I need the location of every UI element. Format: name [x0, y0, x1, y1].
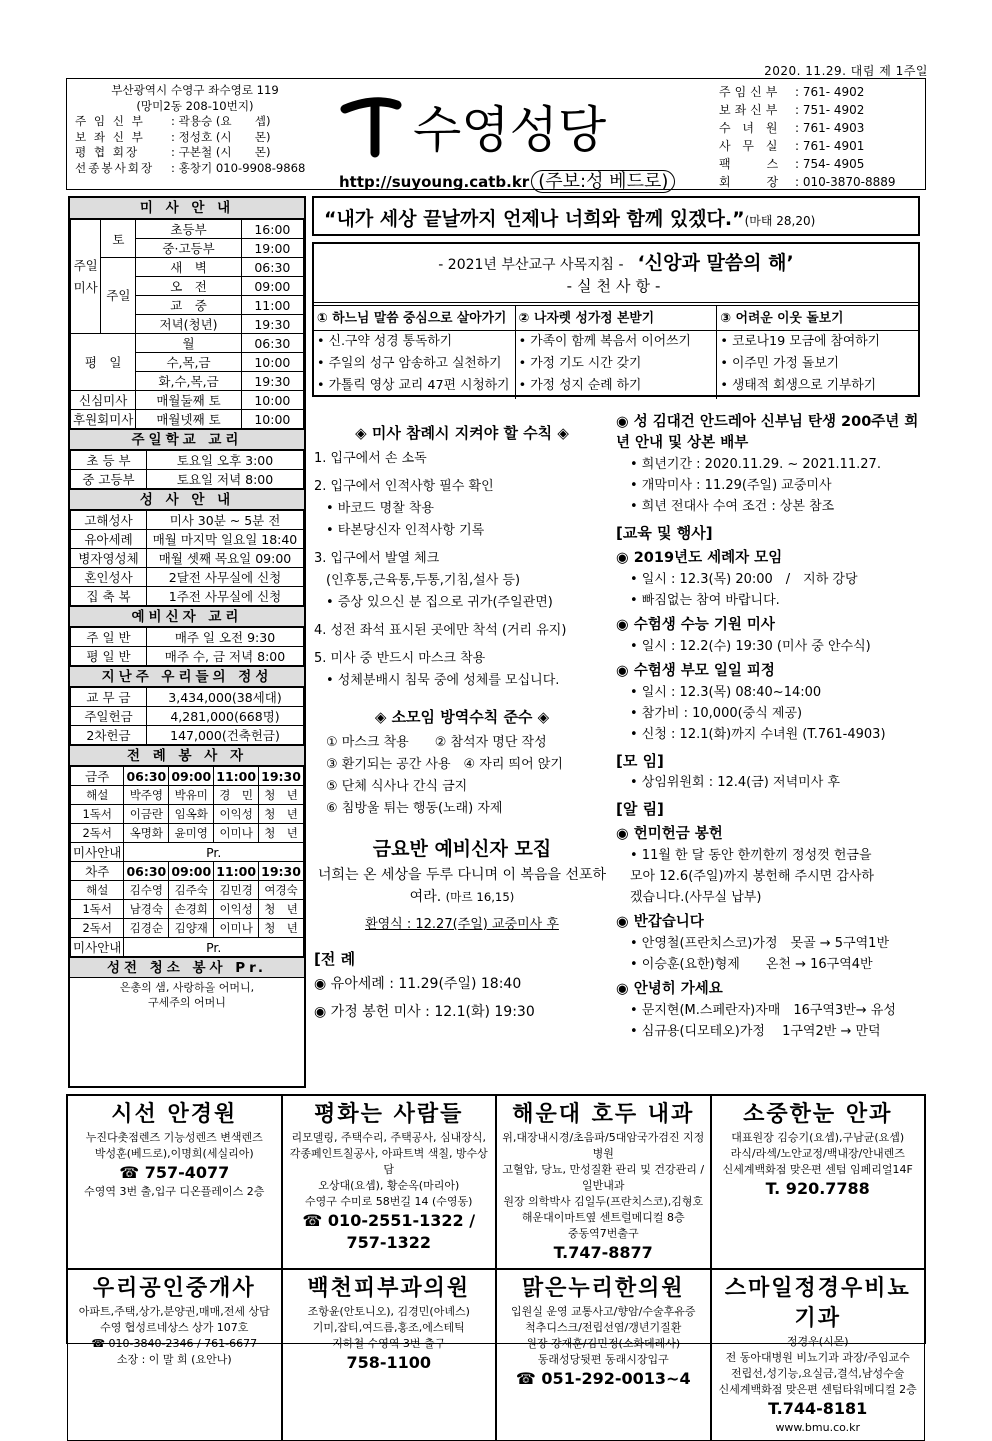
event-title: ◉ 수험생 수능 기원 미사 — [616, 617, 775, 633]
server-cell: 이익성 — [214, 900, 259, 919]
server-cell: 1독서 — [71, 805, 124, 824]
special-when: 매월둘째 토 — [136, 391, 241, 410]
rule-line: • 증상 있으신 분 집으로 귀가(주일관면) — [326, 595, 553, 610]
ad-line: 조항윤(안토니오), 김경민(아녜스) — [307, 1305, 470, 1318]
table-cell: 고해성사 — [71, 511, 147, 530]
server-cell: 김경순 — [124, 919, 169, 938]
table-cell: 유아세례 — [71, 530, 147, 549]
guideline-columns — [314, 305, 918, 399]
contact-list — [719, 83, 919, 191]
special-mass: 후원회미사 — [71, 410, 136, 429]
table-cell: 1주전 사무실에 신청 — [147, 587, 304, 606]
contact-row — [719, 83, 919, 101]
contact-label: 보좌신부 — [719, 103, 782, 117]
ad-line: 중동역7번출구 — [567, 1227, 639, 1240]
server-cell: 해설 — [71, 881, 124, 900]
url-text[interactable]: http://suyoung.catb.kr — [339, 173, 530, 191]
server-time: 11:00 — [214, 862, 259, 881]
scripture-quote — [312, 196, 920, 236]
patron-label: (주보:성 베드로) — [531, 170, 675, 193]
contact-label: 회 장 — [719, 175, 783, 189]
ad-line: 신세계백화점 맞은편 센텀 임페리얼14F — [722, 1163, 913, 1176]
contact-phone: : 761- 4901 — [795, 139, 865, 153]
mass-group: 초등부 — [136, 220, 241, 239]
special-when: 매월넷째 토 — [136, 410, 241, 429]
table-cell: 2차헌금 — [71, 726, 147, 745]
event-title: ◉ 수험생 부모 일일 피정 — [616, 663, 775, 679]
server-cell: 김수영 — [124, 881, 169, 900]
ad-line: 원장 강재훈/김민정(소화데레사) — [526, 1337, 681, 1350]
guideline-column — [314, 306, 516, 399]
ad-line: 동래성당뒷편 동래시장입구 — [537, 1353, 669, 1366]
contact-label: 주임신부 — [719, 85, 782, 99]
event-detail: • 일시 : 12.3(목) 08:40~14:00 — [630, 685, 822, 700]
staff-role: 평 협 회장 — [75, 145, 140, 159]
ad-line: 해운대이마트옆 센트럴메디컬 8층 — [521, 1211, 685, 1224]
server-cell: 임옥화 — [169, 805, 214, 824]
special-mass: 신심미사 — [71, 391, 136, 410]
guideline-item: • 가정 성지 순례 하기 — [518, 378, 642, 393]
ad-box — [282, 1269, 497, 1441]
event-detail: • 일시 : 12.2(수) 19:30 (미사 중 안수식) — [630, 639, 871, 654]
parish-info — [75, 83, 315, 176]
server-time: 19:30 — [259, 862, 304, 881]
server-cell: 박유미 — [169, 786, 214, 805]
server-cell: 2독서 — [71, 824, 124, 843]
friday-class-title: 금요반 예비신자 모집 — [372, 838, 552, 860]
mass-time: 09:00 — [241, 277, 303, 296]
rule-line: 1. 입구에서 손 소독 — [314, 451, 427, 466]
mass-group: 오 전 — [136, 277, 241, 296]
table-cell: 병자영성체 — [71, 549, 147, 568]
guideline-item: • 가족이 함께 복음서 이어쓰기 — [518, 334, 691, 349]
quote-ref: (마태 28,20) — [744, 214, 816, 228]
info-table — [70, 627, 304, 666]
event-detail: • 신청 : 12.1(화)까지 수녀원 (T.761-4903) — [630, 727, 886, 742]
staff-row — [75, 145, 315, 161]
rule-line: (인후통,근육통,두통,기침,설사 등) — [326, 573, 521, 588]
ad-footer: 수영역 3번 출,입구 디온플레이스 2층 — [84, 1185, 265, 1198]
mass-group: 교 중 — [136, 296, 241, 315]
table-cell: 매주 일 오전 9:30 — [147, 628, 304, 647]
mass-table — [70, 219, 304, 429]
ad-line: 전 동아대병원 비뇨기과 과장/주임교수 — [725, 1351, 910, 1364]
server-cell: 남경숙 — [124, 900, 169, 919]
server-cell: 이금란 — [124, 805, 169, 824]
logo-text: 수영성당 — [413, 101, 607, 159]
mass-group: 새 벽 — [136, 258, 241, 277]
ad-box — [282, 1095, 497, 1269]
ad-line: 수영 협성르네상스 상가 107호 — [100, 1321, 249, 1334]
week-label: 금주 — [71, 767, 124, 786]
ad-line: 지하철 수영역 3번 출구 — [332, 1337, 446, 1350]
notice-detail: • 이승훈(요한)형제 온천 → 16구역4반 — [630, 957, 873, 972]
mass-group: 수,목,금 — [136, 353, 241, 372]
sat-label: 토 — [101, 220, 136, 258]
ad-line: 원장 의학박사 김일두(프란치스코),김형호 — [503, 1195, 704, 1208]
server-cell: 이미나 — [214, 919, 259, 938]
server-cell: 청 년 — [259, 919, 304, 938]
group-rules-title: ◈ 소모임 방역수칙 준수 ◈ — [374, 708, 550, 726]
table-cell: 초 등 부 — [71, 451, 147, 470]
table-cell: 중 고등부 — [71, 470, 147, 489]
staff-row — [75, 130, 315, 146]
server-time: 09:00 — [169, 767, 214, 786]
server-time: 11:00 — [214, 767, 259, 786]
ad-line: 라식/라섹/노안교정/백내장/안내렌즈 — [730, 1147, 905, 1160]
ad-name: 평화는 사람들 — [314, 1102, 464, 1127]
friday-verse — [314, 864, 610, 908]
server-cell: 2독서 — [71, 919, 124, 938]
server-cell: 박주영 — [124, 786, 169, 805]
server-cell: 1독서 — [71, 900, 124, 919]
staff-name: : 정성호 (시 몬) — [171, 129, 271, 144]
special-time: 10:00 — [241, 410, 303, 429]
guideline-title — [314, 244, 918, 275]
ad-line: 각종페인트칠공사, 아파트벽 색칠, 방수상담 — [289, 1147, 488, 1176]
table-cell: 주일헌금 — [71, 707, 147, 726]
notice-title: ◉ 안녕히 가세요 — [616, 981, 723, 997]
ads-grid — [66, 1094, 926, 1434]
bulletin-header — [66, 78, 926, 190]
info-table — [70, 687, 304, 745]
guideline-item: • 가정 기도 시간 갖기 — [518, 356, 642, 371]
intro-label: 미사안내 — [71, 938, 124, 957]
ad-line: 누진다촛점렌즈 기능성렌즈 변색렌즈 — [85, 1131, 263, 1144]
server-cell: 윤미영 — [169, 824, 214, 843]
guideline-item: • 이주민 가정 돌보기 — [720, 356, 839, 371]
ad-phone: T.747-8877 — [553, 1243, 653, 1262]
guideline-item: • 코로나19 모금에 참여하기 — [720, 334, 880, 349]
mass-group: 월 — [136, 334, 241, 353]
notice-detail: 모아 12.6(주일)까지 봉헌해 주시면 감사하 — [630, 869, 874, 884]
guideline-heading: ③ 어려운 이웃 돌보기 — [717, 308, 918, 331]
ad-line: 박성훈(베드로),이명희(세실리아) — [94, 1147, 254, 1160]
ad-footer: 소장 : 이 말 희 (요안나) — [116, 1353, 232, 1366]
ad-box — [711, 1269, 926, 1441]
intro-label: 미사안내 — [71, 843, 124, 862]
info-table — [70, 510, 304, 606]
ad-name: 스마일정경우비뇨기과 — [724, 1276, 911, 1331]
contact-phone: : 761- 4902 — [795, 85, 865, 99]
guideline-subtitle: -실천사항- — [314, 275, 918, 303]
table-cell: 4,281,000(668명) — [147, 707, 304, 726]
ad-box — [67, 1095, 282, 1269]
mass-group: 화,수,목,금 — [136, 372, 241, 391]
middle-column — [314, 418, 610, 1026]
ad-line: 전립선,성기능,요실금,결석,남성수술 — [731, 1367, 905, 1380]
contact-phone: : 754- 4905 — [795, 157, 865, 171]
ad-footer: www.bmu.co.kr — [775, 1421, 861, 1434]
server-cell: 이익성 — [214, 805, 259, 824]
ad-box — [496, 1269, 711, 1441]
sun-label: 주일 — [101, 258, 136, 334]
event-title: ◉ 2019년도 세례자 모임 — [616, 550, 783, 566]
section-title: 주일학교 교리 — [70, 429, 304, 450]
mass-time: 06:30 — [241, 258, 303, 277]
sunday-mass-label: 주일미사 — [71, 220, 101, 334]
website-url[interactable] — [339, 167, 675, 193]
staff-role: 주 임 신 부 — [75, 114, 145, 128]
ad-line: 척추디스크/전립선염/갱년기질환 — [525, 1321, 682, 1334]
ad-name: 소중한눈 안과 — [743, 1102, 893, 1127]
parish-logo — [335, 87, 715, 159]
server-time: 06:30 — [124, 767, 169, 786]
ad-line: 위,대장내시경/초음파/5대암국가검진 지정병원 — [502, 1131, 705, 1160]
info-table — [70, 450, 304, 489]
guideline-item: • 주일의 성구 암송하고 실천하기 — [317, 356, 502, 371]
notice-detail: • 11월 한 달 동안 한끼한끼 정성껏 헌금을 — [630, 848, 872, 863]
guideline-item: • 생태적 회생으로 기부하기 — [720, 378, 877, 393]
staff-row — [75, 114, 315, 130]
staff-role: 보 좌 신 부 — [75, 129, 145, 144]
staff-row — [75, 161, 315, 177]
weekday-label: 평 일 — [71, 334, 136, 391]
server-cell: 청 년 — [259, 786, 304, 805]
guideline-column — [717, 306, 918, 399]
staff-name: : 구본철 (시 몬) — [171, 145, 271, 159]
cleaning-list — [70, 978, 304, 1010]
group-rule-line: ⑥ 침방울 튀는 행동(노래) 자제 — [326, 801, 503, 816]
jubilee-line: • 희년기간 : 2020.11.29. ~ 2021.11.27. — [630, 457, 881, 472]
week-label: 차주 — [71, 862, 124, 881]
meeting-line: • 상임위원회 : 12.4(금) 저녁미사 후 — [630, 775, 840, 790]
notice-detail: • 심규용(디모테오)가정 1구역2반 → 만덕 — [630, 1024, 881, 1039]
server-cell: 김민경 — [214, 881, 259, 900]
intro-value: Pr. — [124, 938, 304, 957]
meeting-head: [모 임] — [616, 752, 664, 770]
event-detail: • 일시 : 12.3(목) 20:00 / 지하 강당 — [630, 572, 858, 587]
ad-line: 리모델링, 주택수리, 주택공사, 심내장식, — [291, 1131, 486, 1144]
intro-value: Pr. — [124, 843, 304, 862]
contact-label: 수 녀 원 — [719, 121, 782, 135]
notice-detail: • 문지현(M.스페란자)자매 16구역3반→ 유성 — [630, 1003, 896, 1018]
section-title: 지난주 우리들의 정성 — [70, 666, 304, 687]
ad-line: 고혈압, 당뇨, 만성질환 관리 및 건강관리 / 일반내과 — [502, 1163, 705, 1192]
staff-role: 선종봉사회장 — [75, 160, 155, 175]
liturgy-head: [전 례 — [314, 950, 356, 968]
ad-name: 백천피부과의원 — [307, 1276, 471, 1301]
rule-line: 5. 미사 중 반드시 마스크 착용 — [314, 651, 486, 666]
server-cell: 경 민 — [214, 786, 259, 805]
table-cell: 매주 수, 금 저녁 8:00 — [147, 647, 304, 666]
server-cell: 청 년 — [259, 805, 304, 824]
special-time: 10:00 — [241, 391, 303, 410]
mass-time: 19:30 — [241, 372, 303, 391]
ad-box — [711, 1095, 926, 1269]
quote-text: “내가 세상 끝날까지 언제나 너희와 함께 있겠다.” — [324, 208, 745, 230]
table-cell: 3,434,000(38세대) — [147, 688, 304, 707]
table-cell: 주 일 반 — [71, 628, 147, 647]
group-rule-line: ① 마스크 착용 ② 참석자 명단 작성 — [326, 735, 547, 750]
mass-time: 06:30 — [241, 334, 303, 353]
ad-line: 오상대(요셉), 황순옥(마리아) — [318, 1179, 460, 1192]
cleaning-line: 은총의 샘, 사랑하올 어머니, — [119, 981, 255, 994]
edu-head: [교육 및 행사] — [616, 524, 713, 542]
ad-name: 해운대 호두 내과 — [512, 1102, 695, 1127]
table-cell: 토요일 저녁 8:00 — [147, 470, 304, 489]
verse-text: 너희는 온 세상을 두루 다니며 이 복음을 선포하여라. — [317, 867, 607, 905]
issue-dateline: 2020. 11.29. 대림 제 1주일 — [764, 64, 928, 78]
server-cell: 김양재 — [169, 919, 214, 938]
liturgy-item: ◉ 유아세례 : 11.29(주일) 18:40 — [314, 976, 522, 992]
contact-row — [719, 137, 919, 155]
event-detail: • 빠짐없는 참여 바랍니다. — [630, 593, 780, 608]
table-cell: 매월 셋째 목요일 09:00 — [147, 549, 304, 568]
server-time: 09:00 — [169, 862, 214, 881]
rule-line: • 타본당신자 인적사항 기록 — [326, 523, 485, 538]
server-time: 19:30 — [259, 767, 304, 786]
contact-row — [719, 101, 919, 119]
liturgy-item: ◉ 가정 봉헌 미사 : 12.1(화) 19:30 — [314, 1004, 535, 1020]
contact-row — [719, 119, 919, 137]
table-cell: 집 축 복 — [71, 587, 147, 606]
ad-phone: ☎ 757-4077 — [119, 1163, 230, 1182]
contact-phone: : 761- 4903 — [795, 121, 865, 135]
contact-row — [719, 173, 919, 191]
server-cell: 김주숙 — [169, 881, 214, 900]
jubilee-line: • 개막미사 : 11.29(주일) 교중미사 — [630, 478, 832, 493]
rule-line: 3. 입구에서 발열 체크 — [314, 551, 440, 566]
jubilee-line: • 희년 전대사 수여 조건 : 상본 참조 — [630, 499, 835, 514]
servers-title: 전 례 봉 사 자 — [70, 745, 304, 766]
ad-line: 아파트,주택,상가,분양권,매매,전세 상담 — [78, 1305, 270, 1318]
notice-title: ◉ 헌미헌금 봉헌 — [616, 826, 723, 842]
mass-section-title: 미 사 안 내 — [70, 198, 304, 219]
rule-line: • 성체분배시 침묵 중에 성체를 모십니다. — [326, 673, 560, 688]
verse-ref: (마르 16,15) — [445, 890, 515, 904]
ad-phone: T. 920.7788 — [765, 1179, 870, 1198]
table-cell: 2달전 사무실에 신청 — [147, 568, 304, 587]
table-cell: 교 무 금 — [71, 688, 147, 707]
mass-time: 11:00 — [241, 296, 303, 315]
notice-detail: 겠습니다.(사무실 납부) — [630, 890, 762, 905]
section-title: 예비신자 교리 — [70, 606, 304, 627]
ad-phone: 758-1100 — [346, 1353, 432, 1372]
ad-line: 신세계백화점 맞은편 센텀타워메디컬 2층 — [718, 1383, 917, 1396]
guideline-item: • 가톨릭 영상 교리 47편 시청하기 — [317, 378, 510, 393]
rule-line: 4. 성전 좌석 표시된 곳에만 착석 (거리 유지) — [314, 623, 567, 638]
guideline-heading: ① 하느님 말씀 중심으로 살아가기 — [314, 308, 515, 331]
ad-line: 입원실 운영 교통사고/향암/수술후유증 — [511, 1305, 696, 1318]
table-cell: 매월 마지막 일요일 18:40 — [147, 530, 304, 549]
guideline-item: • 신.구약 성경 통독하기 — [317, 334, 453, 349]
address-line-2: (망미2동 208-10번지) — [136, 98, 254, 113]
contact-phone: : 010-3870-8889 — [795, 175, 896, 189]
server-cell: 청 년 — [259, 824, 304, 843]
ad-line: ☎ 010-3840-2346 / 761-6677 — [91, 1337, 258, 1350]
group-rule-line: ③ 환기되는 공간 사용 ④ 자리 띄어 앉기 — [326, 757, 563, 772]
section-title: 성 사 안 내 — [70, 489, 304, 510]
guideline-prefix: - 2021년 부산교구 사목지침 - — [438, 257, 624, 273]
contact-label: 팩 스 — [719, 157, 783, 171]
ad-line: 정경우(시몬) — [786, 1335, 849, 1348]
schedule-sidebar — [68, 196, 306, 1088]
server-time: 06:30 — [124, 862, 169, 881]
table-cell: 혼인성사 — [71, 568, 147, 587]
contact-label: 사 무 실 — [719, 139, 782, 153]
mass-group: 저녁(청년) — [136, 315, 241, 334]
staff-name: : 홍창기 010-9908-9868 — [171, 160, 306, 175]
cleaning-line: 구세주의 어머니 — [148, 996, 226, 1009]
ad-phone: ☎ 010-2551-1322 / 757-1322 — [302, 1211, 476, 1252]
welcome-ceremony: 환영식 : 12.27(주일) 교중미사 후 — [365, 917, 559, 932]
server-cell: 이미나 — [214, 824, 259, 843]
ad-phone: T.744-8181 — [768, 1399, 868, 1418]
ad-name: 우리공인중개사 — [92, 1276, 256, 1301]
ad-box — [496, 1095, 711, 1269]
contact-phone: : 751- 4902 — [795, 103, 865, 117]
jubilee-title: ◉ 성 김대건 안드레아 신부님 탄생 200주년 희년 안내 및 상본 배부 — [616, 414, 919, 451]
event-detail: • 참가비 : 10,000(중식 제공) — [630, 706, 803, 721]
pastoral-guideline — [312, 242, 920, 397]
guideline-motto: ‘신앙과 말씀의 해’ — [637, 252, 794, 274]
server-cell: 여경숙 — [259, 881, 304, 900]
mass-time: 10:00 — [241, 353, 303, 372]
table-cell: 토요일 오후 3:00 — [147, 451, 304, 470]
ad-name: 맑은누리한의원 — [521, 1276, 685, 1301]
rule-line: • 바코드 명찰 착용 — [326, 501, 434, 516]
ad-line: 기미,잡티,여드름,홍조,에스테틱 — [312, 1321, 465, 1334]
address-line: 부산광역시 수영구 좌수영로 119 — [111, 83, 279, 97]
notice-head: [알 림] — [616, 800, 664, 818]
mass-time: 19:00 — [241, 239, 303, 258]
guideline-column — [516, 306, 718, 399]
contact-row — [719, 155, 919, 173]
notice-title: ◉ 반갑습니다 — [616, 914, 704, 930]
notice-detail: • 안영철(프란치스코)가정 못골 → 5구역1반 — [630, 936, 890, 951]
table-cell: 평 일 반 — [71, 647, 147, 666]
table-cell: 미사 30분 ~ 5분 전 — [147, 511, 304, 530]
liturgy-list — [314, 970, 610, 1026]
mass-time: 16:00 — [241, 220, 303, 239]
right-column — [616, 412, 922, 1042]
server-cell: 해설 — [71, 786, 124, 805]
cleaning-title: 성전 청소 봉사 Pr. — [70, 957, 304, 978]
guideline-heading: ② 나자렛 성가정 본받기 — [516, 308, 717, 331]
mass-time: 19:30 — [241, 315, 303, 334]
rules-title: ◈ 미사 참례시 지켜야 할 수칙 ◈ — [355, 424, 569, 442]
rule-line: 2. 입구에서 인적사항 필수 확인 — [314, 479, 494, 494]
ad-phone: ☎ 051-292-0013~4 — [515, 1369, 691, 1388]
server-cell: 손경희 — [169, 900, 214, 919]
staff-name: : 곽용승 (요 셉) — [171, 114, 271, 128]
server-cell: 청 년 — [259, 900, 304, 919]
mass-group: 중·고등부 — [136, 239, 241, 258]
ad-box — [67, 1269, 282, 1441]
servers-table — [70, 766, 304, 957]
ad-line: 대표원장 김승기(요셉),구남균(요셉) — [731, 1131, 905, 1144]
server-cell: 옥명화 — [124, 824, 169, 843]
table-cell: 147,000(건축헌금) — [147, 726, 304, 745]
ad-name: 시선 안경원 — [111, 1102, 238, 1127]
group-rule-line: ⑤ 단체 식사나 간식 금지 — [326, 779, 468, 794]
ad-line: 수영구 수미로 58번길 14 (수영동) — [305, 1195, 473, 1208]
